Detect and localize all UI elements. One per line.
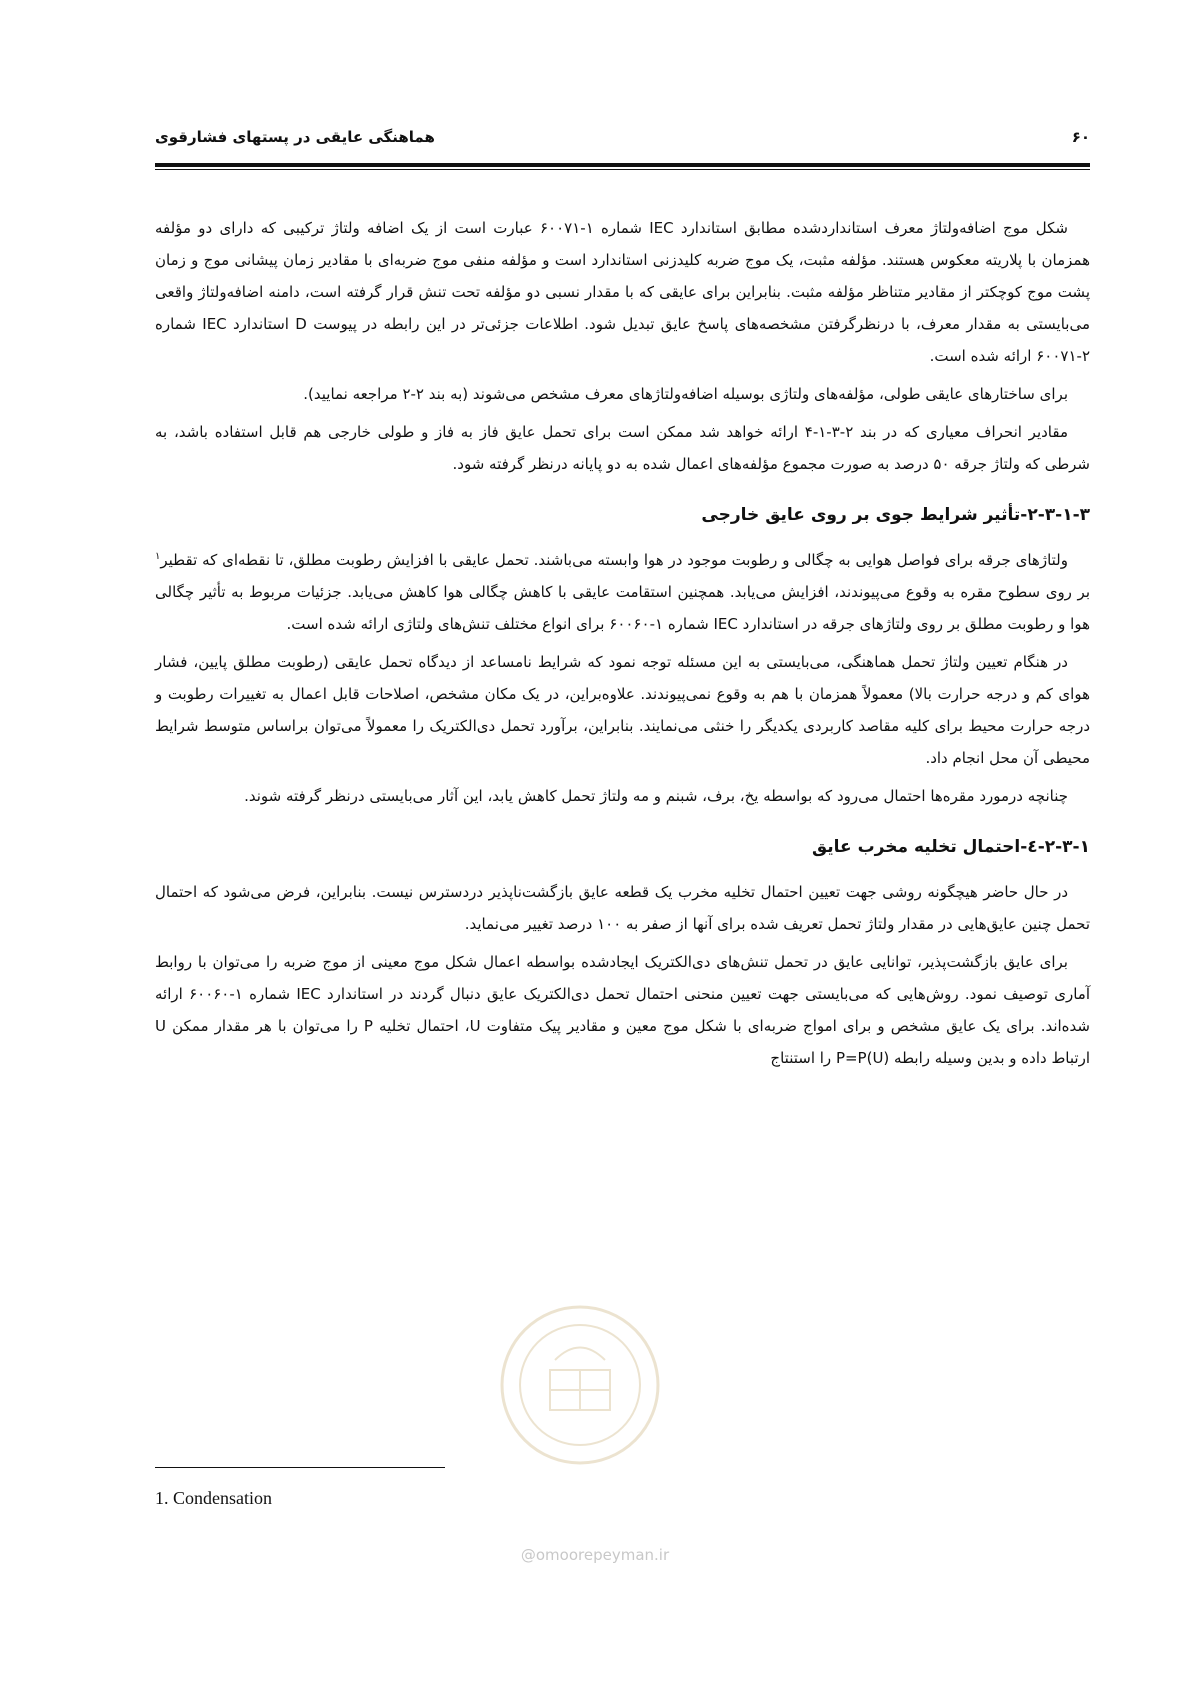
paragraph-text: بر روی سطوح مقره به وقوع می‌پیوندند، افزایش می‌یابد. همچنین استقامت عایقی با کاهش چگالی هوا کاهش می‌یابد. جزئیات مربوط به تأثیر چگالی هوا و رطوبت مطلق بر روی ولتاژهای جرقه در استاندارد IEC شماره ۱-۶۰۰۶۰ برای انواع مختلف تنش‌های ولتاژی ارائه شده است. — [155, 583, 1090, 633]
paragraph-text: ولتاژهای جرقه برای فواصل هوایی به چگالی و رطوبت موجود در هوا وابسته می‌باشند. تحمل عایقی با افزایش رطوبت مطلق، تا نقطه‌ای که تقطیر — [160, 551, 1068, 569]
paragraph: چنانچه درمورد مقره‌ها احتمال می‌رود که بواسطه یخ، برف، شبنم و مه ولتاژ تحمل کاهش یابد، این آثار می‌بایستی درنظر گرفته شوند. — [244, 787, 1068, 805]
running-title: هماهنگی عایقی در پستهای فشارقوی — [155, 128, 435, 146]
page-header — [155, 128, 1090, 146]
header-rule-thin — [155, 169, 1090, 170]
watermark-url: @omoorepeyman.ir — [520, 1546, 670, 1564]
paragraph — [155, 544, 1090, 640]
section-heading-weather: ۲-۳-۱-۳-تأثیر شرایط جوی بر روی عایق خارجی — [701, 505, 1090, 525]
paragraph: برای عایق بازگشت‌پذیر، توانایی عایق در تحمل تنش‌های دی‌الکتریک ایجادشده بواسطه اعمال شکل موج معینی از موج ضربه را می‌توان با روابط آماری توصیف نمود. روش‌هایی که می‌بایستی جهت تعیین منحنی احتمال تحمل دی‌الکتریک عایق دنبال گردند در استاندارد IEC شماره ۱-۶۰۰۶۰ ارائه شده‌اند. برای یک عایق مشخص و برای امواج ضربه‌ای با شکل موج معین و مقادیر پیک متفاوت U، احتمال تخلیه P را می‌توان با هر مقدار ممکن U ارتباط داده و بدین وسیله رابطه P=P(U) را استنتاج — [155, 953, 1090, 1067]
paragraph: در حال حاضر هیچگونه روشی جهت تعیین احتمال تخلیه مخرب یک قطعه عایق بازگشت‌ناپذیر دردسترس نیست. بنابراین، فرض می‌شود که احتمال تحمل چنین عایق‌هایی در مقدار ولتاژ تحمل تعریف شده برای آنها از صفر به ۱۰۰ درصد تغییر می‌نماید. — [155, 883, 1090, 933]
page-number: ۶۰ — [1071, 128, 1090, 146]
paragraph: برای ساختارهای عایقی طولی، مؤلفه‌های ولتاژی بوسیله اضافه‌ولتاژهای معرف مشخص می‌شوند (به بند ۲-۲ مراجعه نمایید). — [303, 385, 1068, 403]
footnote-marker: ۱ — [155, 551, 161, 562]
paragraph: در هنگام تعیین ولتاژ تحمل هماهنگی، می‌بایستی به این مسئله توجه نمود که شرایط نامساعد از دیدگاه تحمل عایقی (رطوبت مطلق پایین، فشار هوای کم و درجه حرارت بالا) معمولاً همزمان با هم به وقوع نمی‌پیوندند. علاوه‌براین، در یک مکان مشخص، اصلاحات قابل اعمال به تغییرات رطوبت و درجه حرارت محیط برای کلیه مقاصد کاربردی یکدیگر را خنثی می‌نمایند. بنابراین، برآورد تحمل دی‌الکتریک را معمولاً می‌توان براساس متوسط شرایط محیطی آن محل انجام داد. — [155, 653, 1090, 767]
footnote: 1. Condensation — [155, 1488, 272, 1508]
paragraph: مقادیر انحراف معیاری که در بند ۲-۳-۱-۴ ارائه خواهد شد ممکن است برای تحمل عایق فاز به فاز و طولی خارجی هم قابل استفاده باشد، به شرطی که ولتاژ جرقه ۵۰ درصد به صورت مجموع مؤلفه‌های اعمال شده به دو پایانه درنظر گرفته شود. — [155, 423, 1090, 473]
section-heading-discharge: ۲-۳-۱-٤-احتمال تخلیه مخرب عایق — [811, 837, 1090, 857]
footnote-rule — [155, 1467, 445, 1468]
header-rule-thick — [155, 163, 1090, 167]
watermark-seal-icon — [490, 1300, 670, 1470]
paragraph: شکل موج اضافه‌ولتاژ معرف استانداردشده مطابق استاندارد IEC شماره ۱-۶۰۰۷۱ عبارت است از یک اضافه ولتاژ ترکیبی که دارای دو مؤلفه همزمان با پلاریته معکوس هستند. مؤلفه مثبت، یک موج ضربه کلیدزنی استاندارد است و مؤلفه منفی موج ضربه‌ای با مقادیر زمان پیشانی موج و زمان پشت موج کوچکتر از مقادیر متناظر مؤلفه مثبت. بنابراین برای عایقی که با مقدار نسبی دو مؤلفه تحت تنش قرار گرفته است، دامنه اضافه‌ولتاژ واقعی می‌بایستی به مقدار معرف، با درنظرگرفتن مشخصه‌های پاسخ عایق تبدیل شود. اطلاعات جزئی‌تر در این رابطه در پیوست D استاندارد IEC شماره ۲-۶۰۰۷۱ ارائه شده است. — [155, 219, 1090, 365]
page-body — [155, 212, 1090, 1080]
